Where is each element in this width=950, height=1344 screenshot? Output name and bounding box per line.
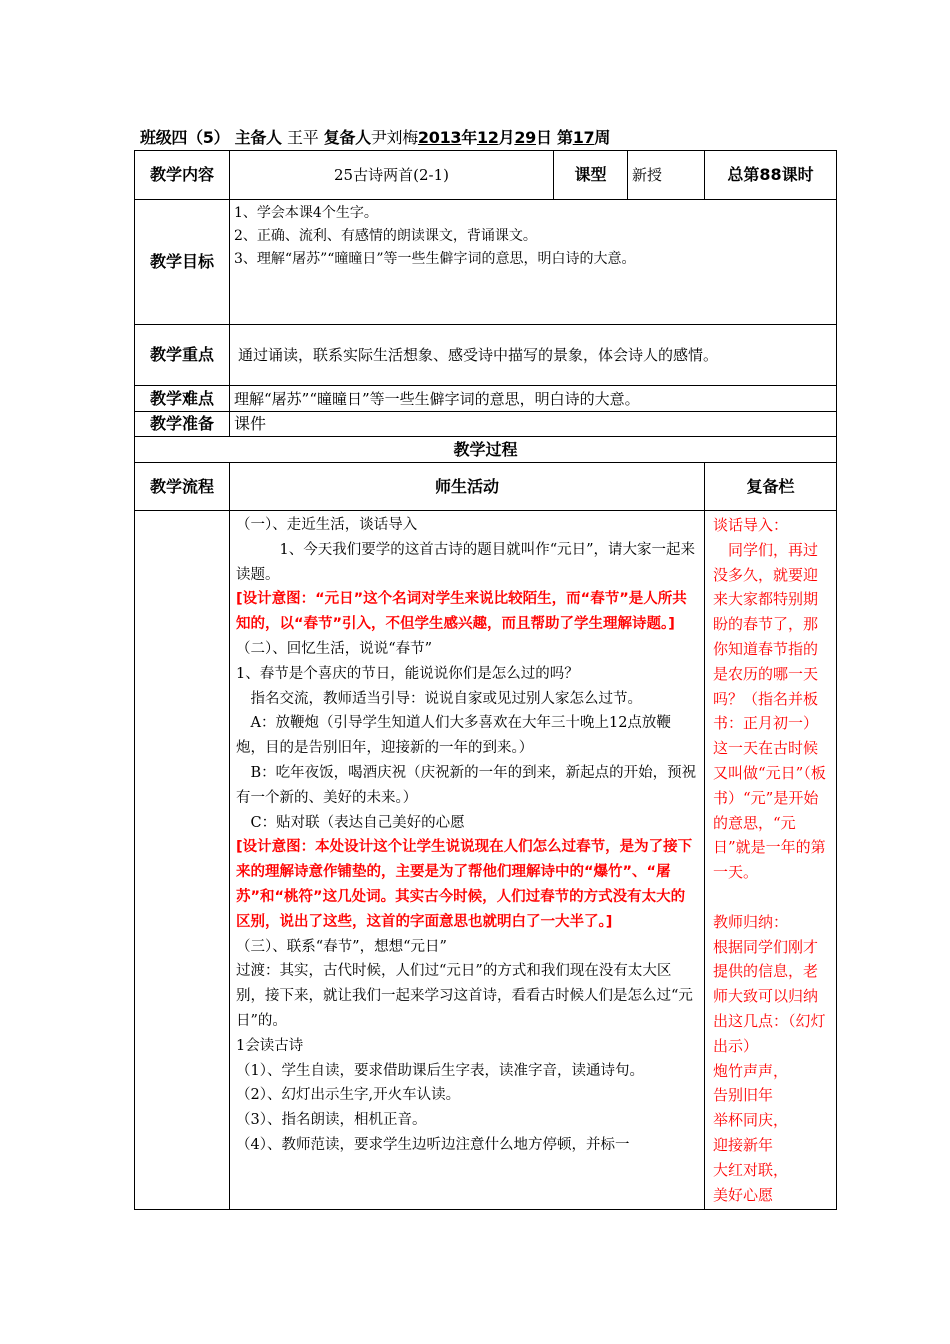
design-intent-note: [设计意图：本处设计这个让学生说说现在人们怎么过春节，是为了接下来的理解诗意作铺垫的，主要是为了帮他们理解诗中的“爆竹”、“屠苏”和“桃符”这几处词。其实古今时候，人们过春节的方式没有太大的区别，说出了这些，这首的字面意思也就明白了一大半了。]	[236, 839, 693, 930]
process-body-row	[135, 511, 837, 1210]
note-line: 同学们，再过没多久，就要迎来大家都特别期盼的春节了，那你知道春节指的是农历的哪一天吗？（指名并板书：正月初一）这一天在古时候又叫做“元日”（板书）“元”是开始的意思，“元日”就是一年的第一天。	[713, 540, 826, 882]
main-prep-label: 主备人	[234, 128, 282, 147]
total-lessons: 总第88课时	[705, 151, 837, 200]
lesson-plan-table	[134, 150, 837, 1210]
month: 12	[476, 128, 499, 147]
difficulty-row	[135, 386, 837, 412]
process-line: 1、春节是个喜庆的节日，能说说你们是怎么过的吗？	[236, 665, 579, 682]
process-title-row	[135, 437, 837, 463]
note-line: 美好心愿	[713, 1185, 774, 1204]
week-prefix: 第	[557, 128, 573, 147]
goal-item: 2、正确、流利、有感情的朗读课文，背诵课文。	[234, 228, 537, 244]
goals-row	[135, 200, 837, 325]
note-line: 迎接新年	[713, 1135, 774, 1154]
note-line: 炮竹声声，	[713, 1061, 789, 1080]
content-label: 教学内容	[135, 151, 230, 200]
prep-value: 课件	[230, 412, 837, 437]
process-line: （二）、回忆生活，说说“春节”	[236, 640, 433, 657]
process-line: 指名交流，教师适当引导：说说自家或见过别人家怎么过节。	[236, 690, 642, 707]
flow-cell	[135, 511, 230, 1210]
process-header-row	[135, 463, 837, 511]
process-line: 1、今天我们要学的这首古诗的题目就叫作“元日”，请大家一起来读题。	[236, 541, 696, 583]
difficulty-label: 教学难点	[135, 386, 230, 412]
note-line: 大红对联，	[713, 1160, 789, 1179]
focus-row	[135, 325, 837, 386]
note-line: 教师归纳：	[713, 912, 789, 931]
year: 2013	[417, 128, 462, 147]
activity-cell	[230, 511, 705, 1210]
note-line: 根据同学们刚才提供的信息，老师大致可以归纳出这几点：（幻灯出示）	[713, 937, 826, 1055]
activity-label: 师生活动	[230, 463, 705, 511]
difficulty-value: 理解“屠苏”“曈曈日”等一些生僻字词的意思，明白诗的大意。	[230, 386, 837, 412]
week: 17	[572, 128, 595, 147]
type-value: 新授	[628, 151, 705, 200]
process-line: （1）、学生自读，要求借助课后生字表，读准字音，读通诗句。	[236, 1062, 644, 1079]
goal-item: 3、理解“屠苏”“曈曈日”等一些生僻字词的意思，明白诗的大意。	[234, 251, 636, 267]
process-line: （4）、教师范读，要求学生边听边注意什么地方停顿，并标一	[236, 1136, 630, 1153]
process-line: B：吃年夜饭，喝酒庆祝（庆祝新的一年的到来，新起点的开始，预祝有一个新的、美好的未来。）	[236, 764, 697, 806]
note-line: 举杯同庆，	[713, 1111, 789, 1130]
week-suffix: 周	[594, 128, 611, 147]
note-line: 谈话导入：	[713, 516, 789, 534]
focus-value: 通过诵读，联系实际生活想象、感受诗中描写的景象，体会诗人的感情。	[230, 325, 837, 386]
day: 29	[514, 128, 537, 147]
type-label: 课型	[554, 151, 628, 200]
goals-cell	[230, 200, 837, 325]
notes-cell	[705, 511, 837, 1210]
process-line: （3）、指名朗读，相机正音。	[236, 1112, 427, 1129]
goals-label: 教学目标	[135, 200, 230, 325]
co-prep-name: 尹刘梅	[370, 128, 418, 147]
process-line: （一）、走近生活，谈话导入	[236, 517, 418, 533]
flow-label: 教学流程	[135, 463, 230, 511]
goal-item: 1、学会本课4个生字。	[234, 205, 378, 221]
process-line: 1会读古诗	[236, 1037, 304, 1054]
focus-label: 教学重点	[135, 325, 230, 386]
note-line: 告别旧年	[713, 1086, 774, 1105]
main-prep-name: 王平	[287, 128, 319, 147]
year-suffix: 年	[461, 128, 477, 147]
process-line: （三）、联系“春节”，想想“元日”	[236, 938, 447, 955]
day-suffix: 日	[536, 128, 552, 147]
content-value: 25古诗两首(2-1)	[230, 151, 554, 200]
process-title: 教学过程	[135, 437, 837, 463]
co-prep-label: 复备人	[323, 128, 371, 147]
prep-label: 教学准备	[135, 412, 230, 437]
prep-row	[135, 412, 837, 437]
process-line: C：贴对联（表达自己美好的心愿	[236, 814, 465, 831]
content-row	[135, 151, 837, 200]
month-suffix: 月	[498, 128, 515, 147]
notes-label: 复备栏	[705, 463, 837, 511]
class-label: 班级四（5）	[140, 128, 230, 147]
design-intent-note: [设计意图：“元日”这个名词对学生来说比较陌生，而“春节”是人所共知的，以“春节”引入，不但学生感兴趣，而且帮助了学生理解诗题。]	[236, 591, 687, 633]
process-line: A：放鞭炮（引导学生知道人们大多喜欢在大年三十晚上12点放鞭炮，目的是告别旧年，迎接新的一年的到来。）	[236, 715, 671, 757]
note-line	[713, 885, 828, 910]
process-line: 过渡：其实，古代时候，人们过“元日”的方式和我们现在没有太大区别，接下来，就让我们一起来学习这首诗，看看古时候人们是怎么过“元日”的。	[236, 963, 693, 1029]
process-line: （2）、幻灯出示生字,开火车认读。	[236, 1087, 461, 1104]
lesson-header	[140, 125, 840, 148]
